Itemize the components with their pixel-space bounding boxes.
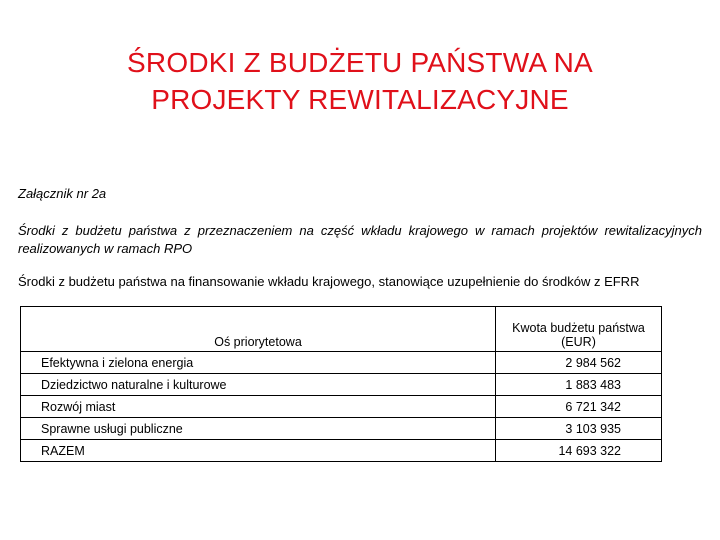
header-amount: Kwota budżetu państwa (EUR) bbox=[496, 307, 662, 352]
row-axis: Efektywna i zielona energia bbox=[21, 352, 496, 374]
slide-title bbox=[0, 44, 720, 118]
slide-title-line-1: ŚRODKI Z BUDŻETU PAŃSTWA NA bbox=[127, 47, 593, 78]
row-amount: 1 883 483 bbox=[496, 374, 662, 396]
table-row bbox=[21, 418, 662, 440]
document-paragraph-2: Środki z budżetu państwa na finansowanie wkładu krajowego, stanowiące uzupełnienie do środków z EFRR bbox=[18, 274, 640, 289]
row-axis-total: RAZEM bbox=[21, 440, 496, 462]
row-amount: 6 721 342 bbox=[496, 396, 662, 418]
funds-table bbox=[20, 306, 662, 462]
header-axis: Oś priorytetowa bbox=[21, 307, 496, 352]
row-axis: Dziedzictwo naturalne i kulturowe bbox=[21, 374, 496, 396]
row-amount: 2 984 562 bbox=[496, 352, 662, 374]
row-amount-total: 14 693 322 bbox=[496, 440, 662, 462]
attachment-label: Załącznik nr 2a bbox=[18, 186, 107, 201]
table-row bbox=[21, 374, 662, 396]
document-paragraph-1: Środki z budżetu państwa z przeznaczeniem na część wkładu krajowego w ramach projektów rewitalizacyjnych realizowanych w ramach RPO bbox=[18, 223, 702, 256]
table-row bbox=[21, 352, 662, 374]
table-header-row bbox=[21, 307, 662, 352]
slide-title-line-2: PROJEKTY REWITALIZACYJNE bbox=[151, 84, 569, 115]
row-axis: Sprawne usługi publiczne bbox=[21, 418, 496, 440]
table-row-total bbox=[21, 440, 662, 462]
table-row bbox=[21, 396, 662, 418]
row-axis: Rozwój miast bbox=[21, 396, 496, 418]
row-amount: 3 103 935 bbox=[496, 418, 662, 440]
